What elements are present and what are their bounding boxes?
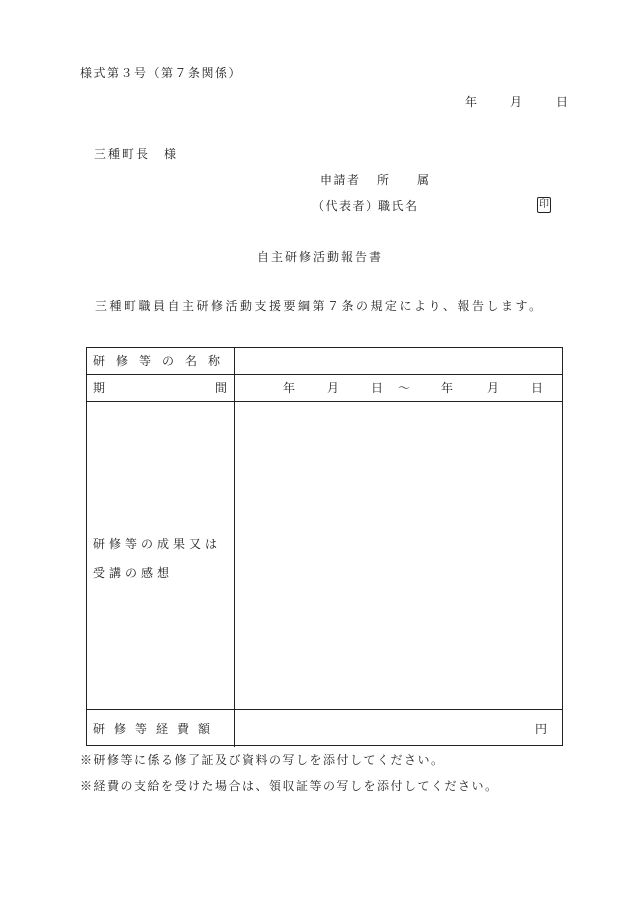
period-tilde: ～ bbox=[398, 381, 411, 395]
date-day-label: 日 bbox=[556, 95, 569, 109]
result-label-cell bbox=[87, 402, 235, 709]
table-row-result bbox=[87, 402, 562, 710]
seal-mark: 印 bbox=[537, 197, 551, 213]
result-label: 研修等の成果又は受講の感想 bbox=[93, 537, 222, 580]
note-item: ※研修等に係る修了証及び資料の写しを添付してください。 bbox=[80, 753, 445, 767]
applicant-label: 申請者 bbox=[320, 173, 361, 187]
table-row-cost bbox=[87, 710, 562, 747]
cost-label: 研修等経費額 bbox=[93, 722, 220, 736]
period-start-day-label: 日 bbox=[371, 381, 384, 395]
job-name-label: 職氏名 bbox=[378, 199, 419, 213]
cost-unit: 円 bbox=[535, 722, 548, 736]
period-label-end: 間 bbox=[215, 381, 228, 395]
cost-value-cell[interactable] bbox=[235, 710, 562, 747]
period-end-month-label: 月 bbox=[487, 381, 500, 395]
note-item: ※経費の支給を受けた場合は、領収証等の写しを添付してください。 bbox=[80, 779, 499, 793]
period-end-year-label: 年 bbox=[441, 381, 454, 395]
training-name-label: 研修等の名称 bbox=[93, 354, 232, 368]
addressee: 三種町長 様 bbox=[94, 147, 179, 161]
affiliation-label: 所 属 bbox=[377, 173, 438, 187]
period-start-month-label: 月 bbox=[327, 381, 340, 395]
form-number: 様式第３号（第７条関係） bbox=[80, 66, 243, 80]
date-year-label: 年 bbox=[465, 95, 478, 109]
period-end-day-label: 日 bbox=[531, 381, 544, 395]
period-label-cell bbox=[87, 375, 235, 401]
period-start-year-label: 年 bbox=[283, 381, 296, 395]
cost-label-cell bbox=[87, 710, 235, 747]
table-row-training-name bbox=[87, 348, 562, 375]
report-table bbox=[86, 347, 563, 746]
training-name-label-cell bbox=[87, 348, 235, 374]
period-value-cell[interactable] bbox=[235, 375, 562, 401]
result-value-cell[interactable] bbox=[235, 402, 562, 709]
period-label-start: 期 bbox=[93, 381, 106, 395]
training-name-value-cell[interactable] bbox=[235, 348, 562, 374]
document-title: 自主研修活動報告書 bbox=[257, 250, 384, 264]
body-text: 三種町職員自主研修活動支援要綱第７条の規定により、報告します。 bbox=[95, 299, 544, 313]
representative-label: （代表者） bbox=[312, 199, 380, 213]
table-row-period bbox=[87, 375, 562, 402]
date-month-label: 月 bbox=[510, 95, 523, 109]
